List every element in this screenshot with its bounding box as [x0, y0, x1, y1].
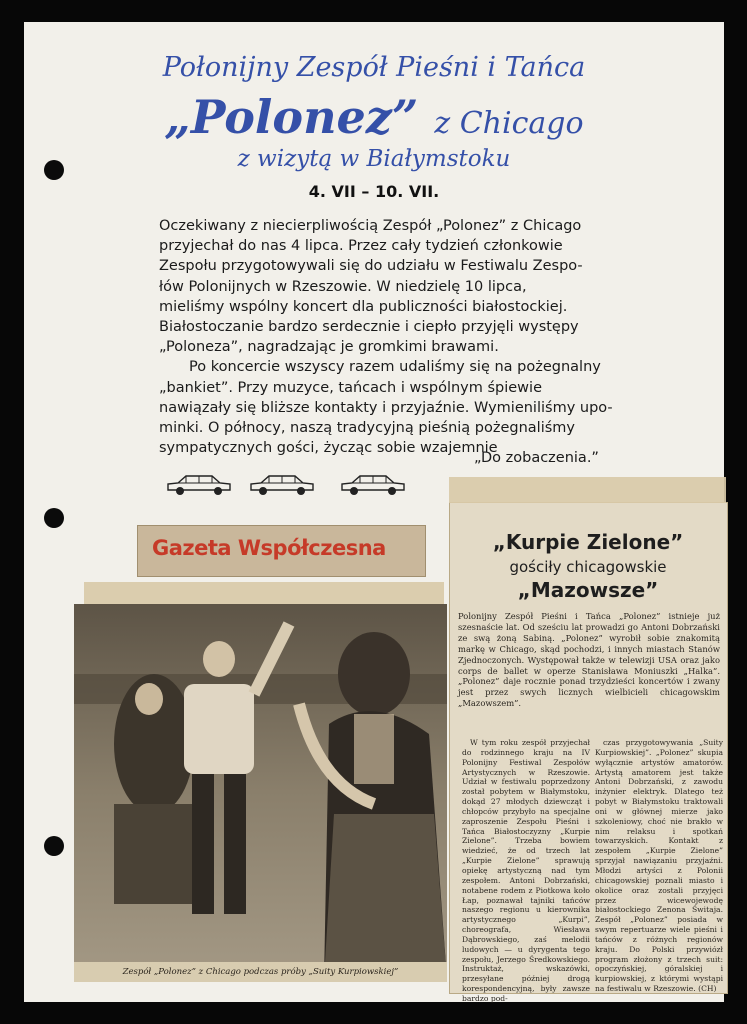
album-page [24, 22, 724, 1002]
ensemble-name: „Polonez” [164, 90, 435, 144]
handwritten-paragraph-1: Oczekiwany z niecierpliwością Zespół „Polonez” z Chicago przyjechał do nas 4 lipca. Przez cały tydzień członkowie Zespołu przygotowywali się do udziału w Festiwalu Zespo- łów Polonijnych w Rzeszowie. W niedzielę 10 lipca, mieliśmy wspólny koncert dla publiczności białostockiej. Białostoczanie bardzo serdecznie i ciepło przyjęli występy „Poloneza”, nagradzając je gromkimi brawami. [159, 218, 583, 356]
photo-caption: Zespół „Polonez” z Chicago podczas próby „Suity Kurpiowskiej” [74, 962, 447, 982]
adhesive-tape [449, 477, 726, 503]
adhesive-tape [84, 582, 444, 604]
car-drawing-icon [338, 472, 408, 498]
article-subheadline: gościły chicagowskie [509, 558, 667, 576]
binder-hole [44, 836, 64, 856]
visit-dates: 4. VII – 10. VII. [308, 182, 440, 201]
title-line-2 [24, 90, 724, 144]
article-column-2 [595, 738, 723, 994]
binder-hole [44, 508, 64, 528]
car-drawing-icon [164, 472, 234, 498]
title-city: z Chicago [434, 106, 584, 141]
article-headline: „Kurpie Zielone” [492, 530, 684, 554]
article-column-text: W tym roku zespół przyjechał do rodzinnego kraju na IV Polonijny Festiwal Zespołów Artystycznych w Rzeszowie. Udział w festiwalu poprzedzony został pobytem w Białymstoku, dokąd 27 młodych dziewcząt i chłopców przybyło na specjalne zaproszenie Zespołu Pieśni i Tańca Białostoczyzny „Kurpie Zielone”. Trzeba bowiem wiedzieć, że od trzech lat „Kurpie Zielone” sprawują opiekę artystyczną nad tym zespołem. Antoni Dobrzański, notabene rodem z Piotkowa koło Łap, poznawał tajniki tańców naszego regionu u kierownika artystycznego „Kurpi”, choreografa, Wiesława Dąbrowskiego, zaś melodii ludowych — u dyrygenta tego zespołu, Jerzego Średkowskiego. Instruktaż, wskazówki, przesyłane później drogą korespondencyjną, były zawsze bardzo pod- [462, 738, 590, 1003]
article-column-1 [462, 738, 590, 1004]
handwritten-text [159, 216, 679, 458]
article-lead: Polonijny Zespół Pieśni i Tańca „Polonez” istnieje już szesnaście lat. Od sześciu lat prowadzi go Antoni Dobrzański ze swą żoną Sabiną. „Polonez” wyrobił sobie znakomitą markę w Chicago, skąd pochodzi, i innych miastach Stanów Zjednoczonych. Występował także w telewizji USA oraz jako corps de ballet w operze Stanisława Moniuszki „Halka”. „Polonez” daje rocznie ponad trzydzieści koncertów i zwany jest przez swych licznych wielbicieli chicagowskim „Mazowszem”. [458, 611, 720, 709]
handwritten-farewell: „Do zobaczenia.” [474, 450, 599, 466]
newspaper-name: Gazeta Współczesna [152, 536, 386, 560]
title-line-1: Połonijny Zespół Pieśni i Tańca [162, 52, 586, 83]
article-headline-2: „Mazowsze” [517, 578, 659, 602]
car-drawing-icon [247, 472, 317, 498]
ensemble-photo [74, 604, 447, 979]
newspaper-masthead-clipping [137, 525, 426, 577]
article-column-text: czas przygotowywania „Suity Kurpiowskiej”. „Polonez” skupia wyłącznie artystów amatorów. Artystą amatorem jest także Antoni Dobrzański, z zawodu inżynier elektryk. Dlatego też pobyt w Białymstoku traktowali oni w głównej mierze jako szkoleniowy, choć nie brakło w nim relaksu i spotkań towarzyskich. Kontakt z zespołem „Kurpie Zielone” sprzyjał nawiązaniu przyjaźni. Młodzi artyści z Polonii chicagowskiej poznali miasto i okolice oraz zostali przyjęci przez wicewojewodę białostockiego Zenona Świtaja. Zespół „Polonez” posiada w swym repertuarze wiele pieśni i tańców z różnych regionów kraju. Do Polski przywiózł program złożony z trzech suit: opoczyńskiej, góralskiej i kurpiowskiej, z którymi wystąpi na festiwalu w Rzeszowie. (CH) [595, 738, 723, 994]
dancers-photo-image [74, 604, 447, 979]
title-line-3: z wizytą w Białymstoku [237, 146, 511, 172]
handwritten-paragraph-2: Po koncercie wszyscy razem udaliśmy się na pożegnalny „bankiet”. Przy muzyce, tańcach i wspólnym śpiewie nawiązały się bliższe kontakty i przyjaźnie. Wymieniliśmy upo- minki. O północy, naszą tradycyjną pieśnią pożegnaliśmy sympatycznych gości, życząc sobie wzajemnie [159, 359, 613, 457]
